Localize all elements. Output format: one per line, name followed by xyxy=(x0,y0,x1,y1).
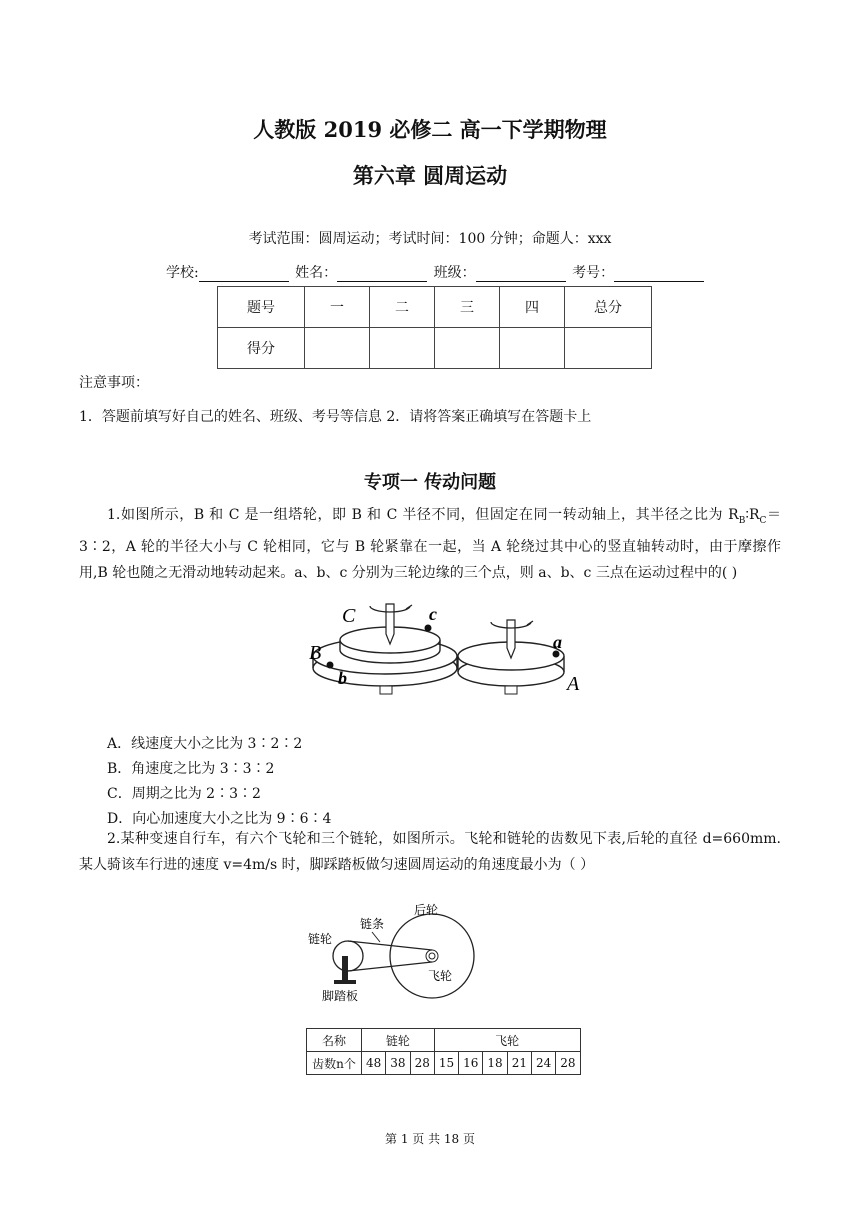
label-C: C xyxy=(342,605,356,627)
gear-chainring-label: 链轮 xyxy=(362,1029,435,1052)
flywheel-teeth: 18 xyxy=(483,1052,507,1075)
notice-label: 注意事项： xyxy=(79,375,149,391)
score-cell[interactable] xyxy=(305,328,370,369)
score-cell[interactable] xyxy=(370,328,435,369)
gear-table-header-row xyxy=(307,1029,581,1052)
class-blank[interactable] xyxy=(476,267,566,282)
chapter-title: 第六章 圆周运动 xyxy=(352,163,508,188)
score-cell[interactable] xyxy=(435,328,500,369)
chainring-teeth: 48 xyxy=(362,1052,386,1075)
label-rear-wheel: 后轮 xyxy=(414,903,439,917)
student-info-fields xyxy=(166,262,706,282)
option-a[interactable]: A．线速度大小之比为 3∶2∶2 xyxy=(107,736,303,752)
option-d[interactable]: D．向心加速度大小之比为 9∶6∶4 xyxy=(107,811,332,827)
chainring-teeth: 38 xyxy=(386,1052,410,1075)
label-flywheel: 飞轮 xyxy=(428,969,453,983)
school-blank[interactable] xyxy=(199,267,289,282)
bicycle-gear-figure xyxy=(300,898,500,1008)
score-header: 三 xyxy=(435,287,500,328)
gear-teeth-label: 齿数n个 xyxy=(307,1052,362,1075)
label-pedal: 脚踏板 xyxy=(322,989,359,1003)
score-header: 二 xyxy=(370,287,435,328)
score-header: 题号 xyxy=(218,287,305,328)
name-blank[interactable] xyxy=(337,267,427,282)
notice-text: 1．答题前填写好自己的姓名、班级、考号等信息 2．请将答案正确填写在答题卡上 xyxy=(79,409,592,425)
section-title: 专项一 传动问题 xyxy=(363,472,497,493)
exam-info: 考试范围：圆周运动；考试时间：100 分钟；命题人：xxx xyxy=(248,231,612,247)
page-title: 人教版 2019 必修二 高一下学期物理 xyxy=(253,117,607,142)
score-header: 四 xyxy=(500,287,565,328)
score-table-header-row xyxy=(218,287,652,328)
gear-name-label: 名称 xyxy=(307,1029,362,1052)
label-B: B xyxy=(309,642,322,664)
name-label: 姓名： xyxy=(295,265,338,281)
score-row-label: 得分 xyxy=(218,328,305,369)
page-footer: 第 1 页 共 18 页 xyxy=(385,1132,475,1146)
score-cell[interactable] xyxy=(565,328,652,369)
flywheel-teeth: 24 xyxy=(531,1052,555,1075)
label-chain: 链条 xyxy=(360,917,385,931)
gear-teeth-table xyxy=(306,1028,581,1075)
option-c[interactable]: C．周期之比为 2∶3∶2 xyxy=(107,786,261,802)
label-b: b xyxy=(338,668,347,688)
exam-number-blank[interactable] xyxy=(614,267,704,282)
score-cell[interactable] xyxy=(500,328,565,369)
flywheel-teeth: 15 xyxy=(434,1052,458,1075)
flywheel-teeth: 16 xyxy=(459,1052,483,1075)
chainring-teeth: 28 xyxy=(410,1052,434,1075)
school-label: 学校: xyxy=(166,265,199,281)
score-table xyxy=(217,286,652,369)
score-header: 总分 xyxy=(565,287,652,328)
tower-wheel-figure xyxy=(300,592,600,704)
score-table-score-row xyxy=(218,328,652,369)
gear-table-teeth-row xyxy=(307,1052,581,1075)
exam-number-label: 考号： xyxy=(572,265,615,281)
option-b[interactable]: B．角速度之比为 3∶3∶2 xyxy=(107,761,275,777)
label-A: A xyxy=(567,673,580,695)
question-1-text: 1.如图所示，B 和 C 是一组塔轮，即 B 和 C 半径不同，但固定在同一转动轴上，其半径之比为 $R_B∶R_C=3∶2$，A 轮的半径大小与 C 轮相同，它与 B 轮紧靠在一起，当 A 轮绕过其中心的竖直轴转动时，由于摩擦作用,B 轮也随之无滑动地转动起来。a、b、c 分别为三轮边缘的三个点，则 a、b、c 三点在运动过程中的( ) xyxy=(79,507,782,581)
label-a: a xyxy=(553,632,562,652)
label-chainring: 链轮 xyxy=(308,932,333,946)
flywheel-teeth: 28 xyxy=(556,1052,580,1075)
score-header: 一 xyxy=(305,287,370,328)
flywheel-teeth: 21 xyxy=(507,1052,531,1075)
class-label: 班级： xyxy=(433,265,476,281)
gear-flywheel-label: 飞轮 xyxy=(434,1029,580,1052)
label-c: c xyxy=(429,604,437,624)
question-2-text: 2.某种变速自行车，有六个飞轮和三个链轮，如图所示。飞轮和链轮的齿数见下表,后轮的直径 d=660mm. 某人骑该车行进的速度 v=4m/s 时，脚踩踏板做匀速圆周运动的角速度最小为（ ） xyxy=(79,831,781,873)
